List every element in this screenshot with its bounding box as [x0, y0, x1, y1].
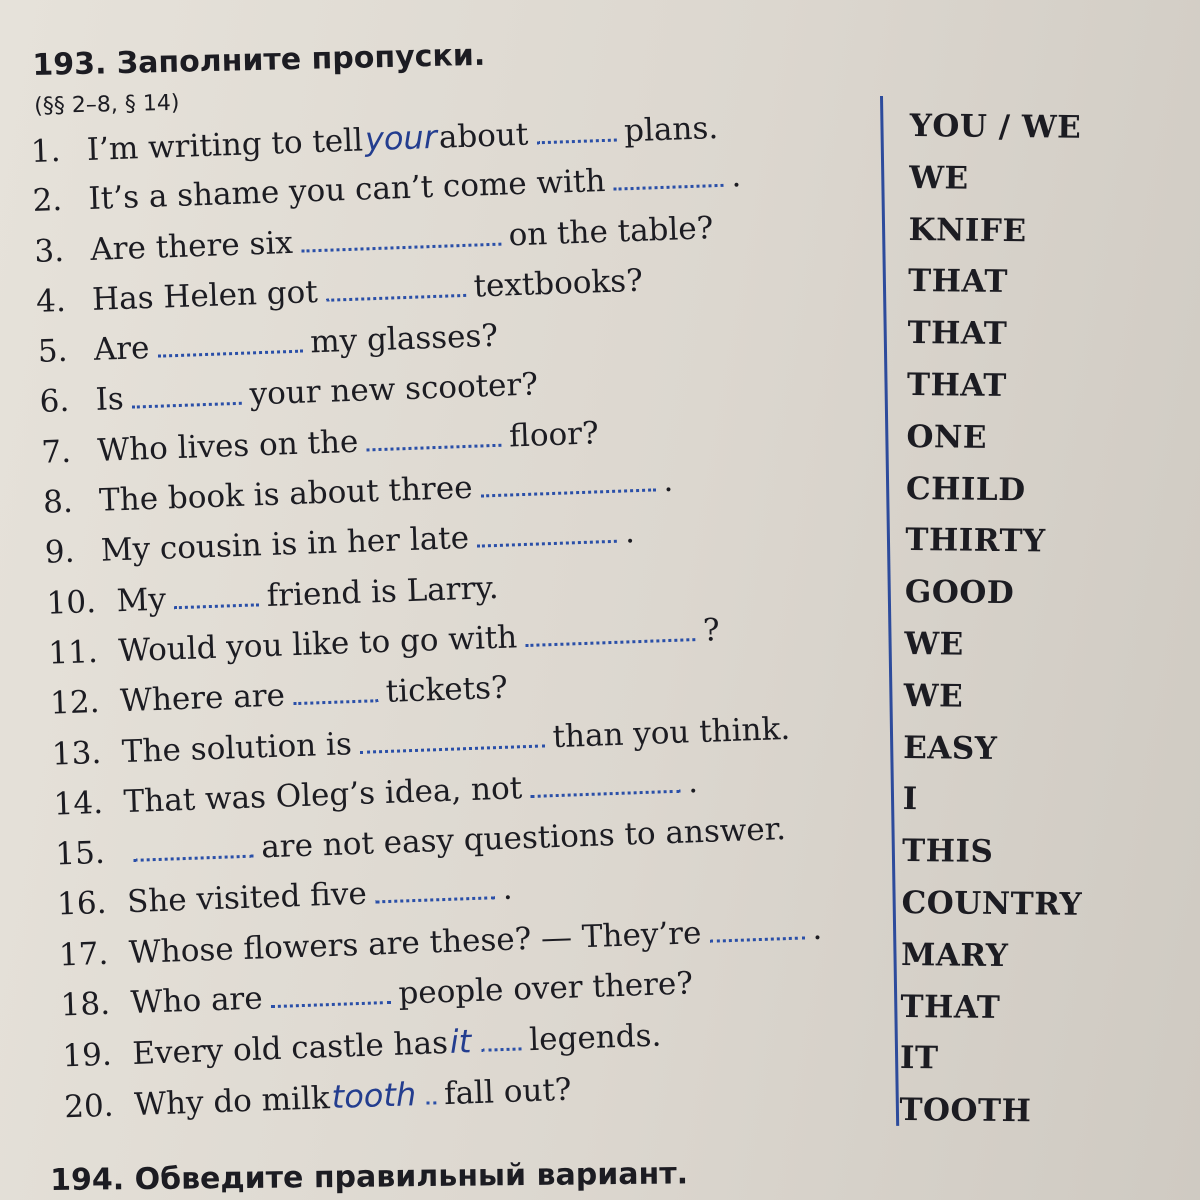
- base-word: EASY: [903, 729, 998, 767]
- blank-fill-field[interactable]: [480, 470, 656, 497]
- blank-fill-field[interactable]: [613, 166, 724, 191]
- base-word: I: [902, 781, 918, 818]
- base-word: YOU / WE: [909, 107, 1082, 146]
- blank-fill-field[interactable]: [481, 1030, 522, 1052]
- base-word: WE: [908, 159, 969, 197]
- sentence-text-after: ?: [702, 612, 721, 649]
- sentence-text-before: The book is about three: [98, 469, 474, 519]
- sentence-number: 8.: [42, 483, 74, 521]
- blank-fill-field[interactable]: [131, 384, 242, 409]
- sentence-number: 4.: [35, 282, 67, 320]
- blank-fill-field[interactable]: [525, 620, 696, 647]
- handwritten-answer: it: [449, 1022, 472, 1062]
- sentence-number: 15.: [54, 835, 106, 873]
- sentence-text-before: Whose flowers are these? — They’re: [128, 914, 702, 971]
- base-word: GOOD: [904, 574, 1015, 612]
- sentence-text-after: .: [502, 871, 514, 908]
- sentence-number: 14.: [53, 784, 104, 823]
- sentence-number: 12.: [49, 684, 101, 722]
- sentence-text-after: .: [687, 763, 699, 801]
- sentence-number: 5.: [37, 333, 69, 371]
- sentence-number: 2.: [31, 182, 63, 220]
- blank-fill-field[interactable]: [366, 426, 502, 452]
- sentence-number: 3.: [33, 232, 65, 270]
- sentence-text-after: legends.: [528, 1017, 662, 1059]
- sentence-text-before: Are there six: [89, 224, 294, 268]
- sentence-text-before: Who lives on the: [96, 423, 359, 469]
- handwritten-answer: your: [364, 117, 438, 159]
- sentence-text-before: My cousin is in her late: [100, 520, 470, 570]
- word-column: [899, 100, 1090, 1138]
- sentence-text-before: She visited five: [126, 876, 368, 921]
- sentence-number: 16.: [56, 885, 108, 923]
- sentence-text-before: Why do milk: [133, 1079, 331, 1123]
- sentence-number: 6.: [39, 383, 70, 421]
- sentence-text-after: plans.: [623, 109, 719, 150]
- base-word: THAT: [900, 988, 1001, 1026]
- base-word: WE: [904, 625, 964, 663]
- sentence-text-before: Who are: [130, 980, 264, 1022]
- sentence-text-before: It’s a shame you can’t come with: [87, 163, 606, 218]
- blank-fill-field[interactable]: [426, 1083, 437, 1104]
- sentence-text-before: My: [115, 581, 167, 619]
- blank-fill-field[interactable]: [292, 681, 378, 705]
- base-word: IT: [899, 1040, 939, 1077]
- sentence-list: [30, 96, 915, 1131]
- sentence-text-before: That was Oleg’s idea, not: [123, 770, 523, 820]
- sentence-text-after: textbooks?: [472, 262, 644, 305]
- sentence-number: 17.: [58, 935, 109, 974]
- sentence-text-after: .: [730, 158, 742, 195]
- base-word: ONE: [906, 418, 988, 456]
- base-word: COUNTRY: [901, 884, 1083, 923]
- sentence-text-before: Would you like to go with: [117, 619, 518, 670]
- base-word: THIRTY: [905, 522, 1046, 560]
- sentence-text-after: .: [662, 462, 674, 500]
- sentence-text-after: than you think.: [551, 710, 791, 755]
- handwritten-answer: tooth: [330, 1074, 417, 1116]
- sentence-number: 18.: [60, 985, 111, 1024]
- blank-fill-field[interactable]: [530, 772, 681, 798]
- blank-fill-field[interactable]: [157, 332, 303, 358]
- sentence-text-before: Every old castle has: [131, 1025, 449, 1073]
- sentence-number: 10.: [46, 583, 97, 622]
- sentence-number: 13.: [51, 734, 102, 773]
- blank-fill-field[interactable]: [359, 726, 545, 753]
- sentence-text-middle: about: [438, 116, 529, 156]
- blank-fill-field[interactable]: [374, 879, 495, 904]
- base-word: CHILD: [905, 470, 1026, 508]
- sentence-text-after: .: [624, 514, 636, 551]
- sentence-text-after: people over there?: [397, 965, 694, 1012]
- base-word: WE: [903, 677, 964, 715]
- blank-fill-field[interactable]: [133, 837, 254, 862]
- blank-fill-field[interactable]: [300, 224, 501, 252]
- sentence-text-before: Has Helen got: [91, 273, 319, 318]
- sentence-number: 7.: [40, 433, 72, 471]
- blank-fill-field[interactable]: [325, 276, 466, 302]
- blank-fill-field[interactable]: [536, 121, 617, 145]
- sentence-text-after: .: [811, 910, 823, 947]
- sentence-text-before: The solution is: [121, 725, 353, 770]
- sentence-number: 1.: [30, 132, 62, 170]
- base-word: KNIFE: [908, 211, 1027, 249]
- sentence-text-after: floor?: [508, 415, 600, 455]
- sentence-number: 9.: [44, 534, 76, 572]
- sentence-text-before: Is: [94, 381, 125, 419]
- base-word: THAT: [907, 315, 1008, 353]
- sentence-text-before: I’m writing to tell: [86, 122, 364, 169]
- base-word: MARY: [900, 936, 1009, 974]
- grammar-reference: (§§ 2–8, § 14): [34, 90, 180, 119]
- blank-fill-field[interactable]: [270, 983, 391, 1008]
- next-exercise-title: 194. Обведите правильный вариант.: [50, 1156, 689, 1198]
- base-word: TOOTH: [899, 1092, 1032, 1130]
- sentence-number: 11.: [47, 633, 99, 672]
- blank-fill-field[interactable]: [173, 585, 259, 609]
- sentence-text-after: are not easy questions to answer.: [260, 811, 787, 866]
- base-word: THAT: [907, 263, 1009, 301]
- base-word: THAT: [906, 366, 1007, 405]
- blank-fill-field[interactable]: [709, 918, 805, 942]
- sentence-text-before: Where are: [119, 677, 286, 720]
- sentence-text-after: my glasses?: [309, 317, 499, 361]
- sentence-text-after: tickets?: [385, 669, 509, 711]
- sentence-number: 19.: [61, 1037, 113, 1075]
- sentence-text-after: on the table?: [507, 209, 714, 253]
- sentence-text-after: fall out?: [443, 1071, 573, 1112]
- base-word: THIS: [901, 833, 994, 871]
- blank-fill-field[interactable]: [477, 522, 618, 548]
- exercise-title: 193. Заполните пропуски.: [32, 37, 486, 83]
- sentence-text-after: your new scooter?: [249, 366, 539, 413]
- sentence-number: 20.: [63, 1087, 115, 1126]
- sentence-text-after: friend is Larry.: [266, 569, 500, 614]
- sentence-text-before: Are: [93, 330, 151, 369]
